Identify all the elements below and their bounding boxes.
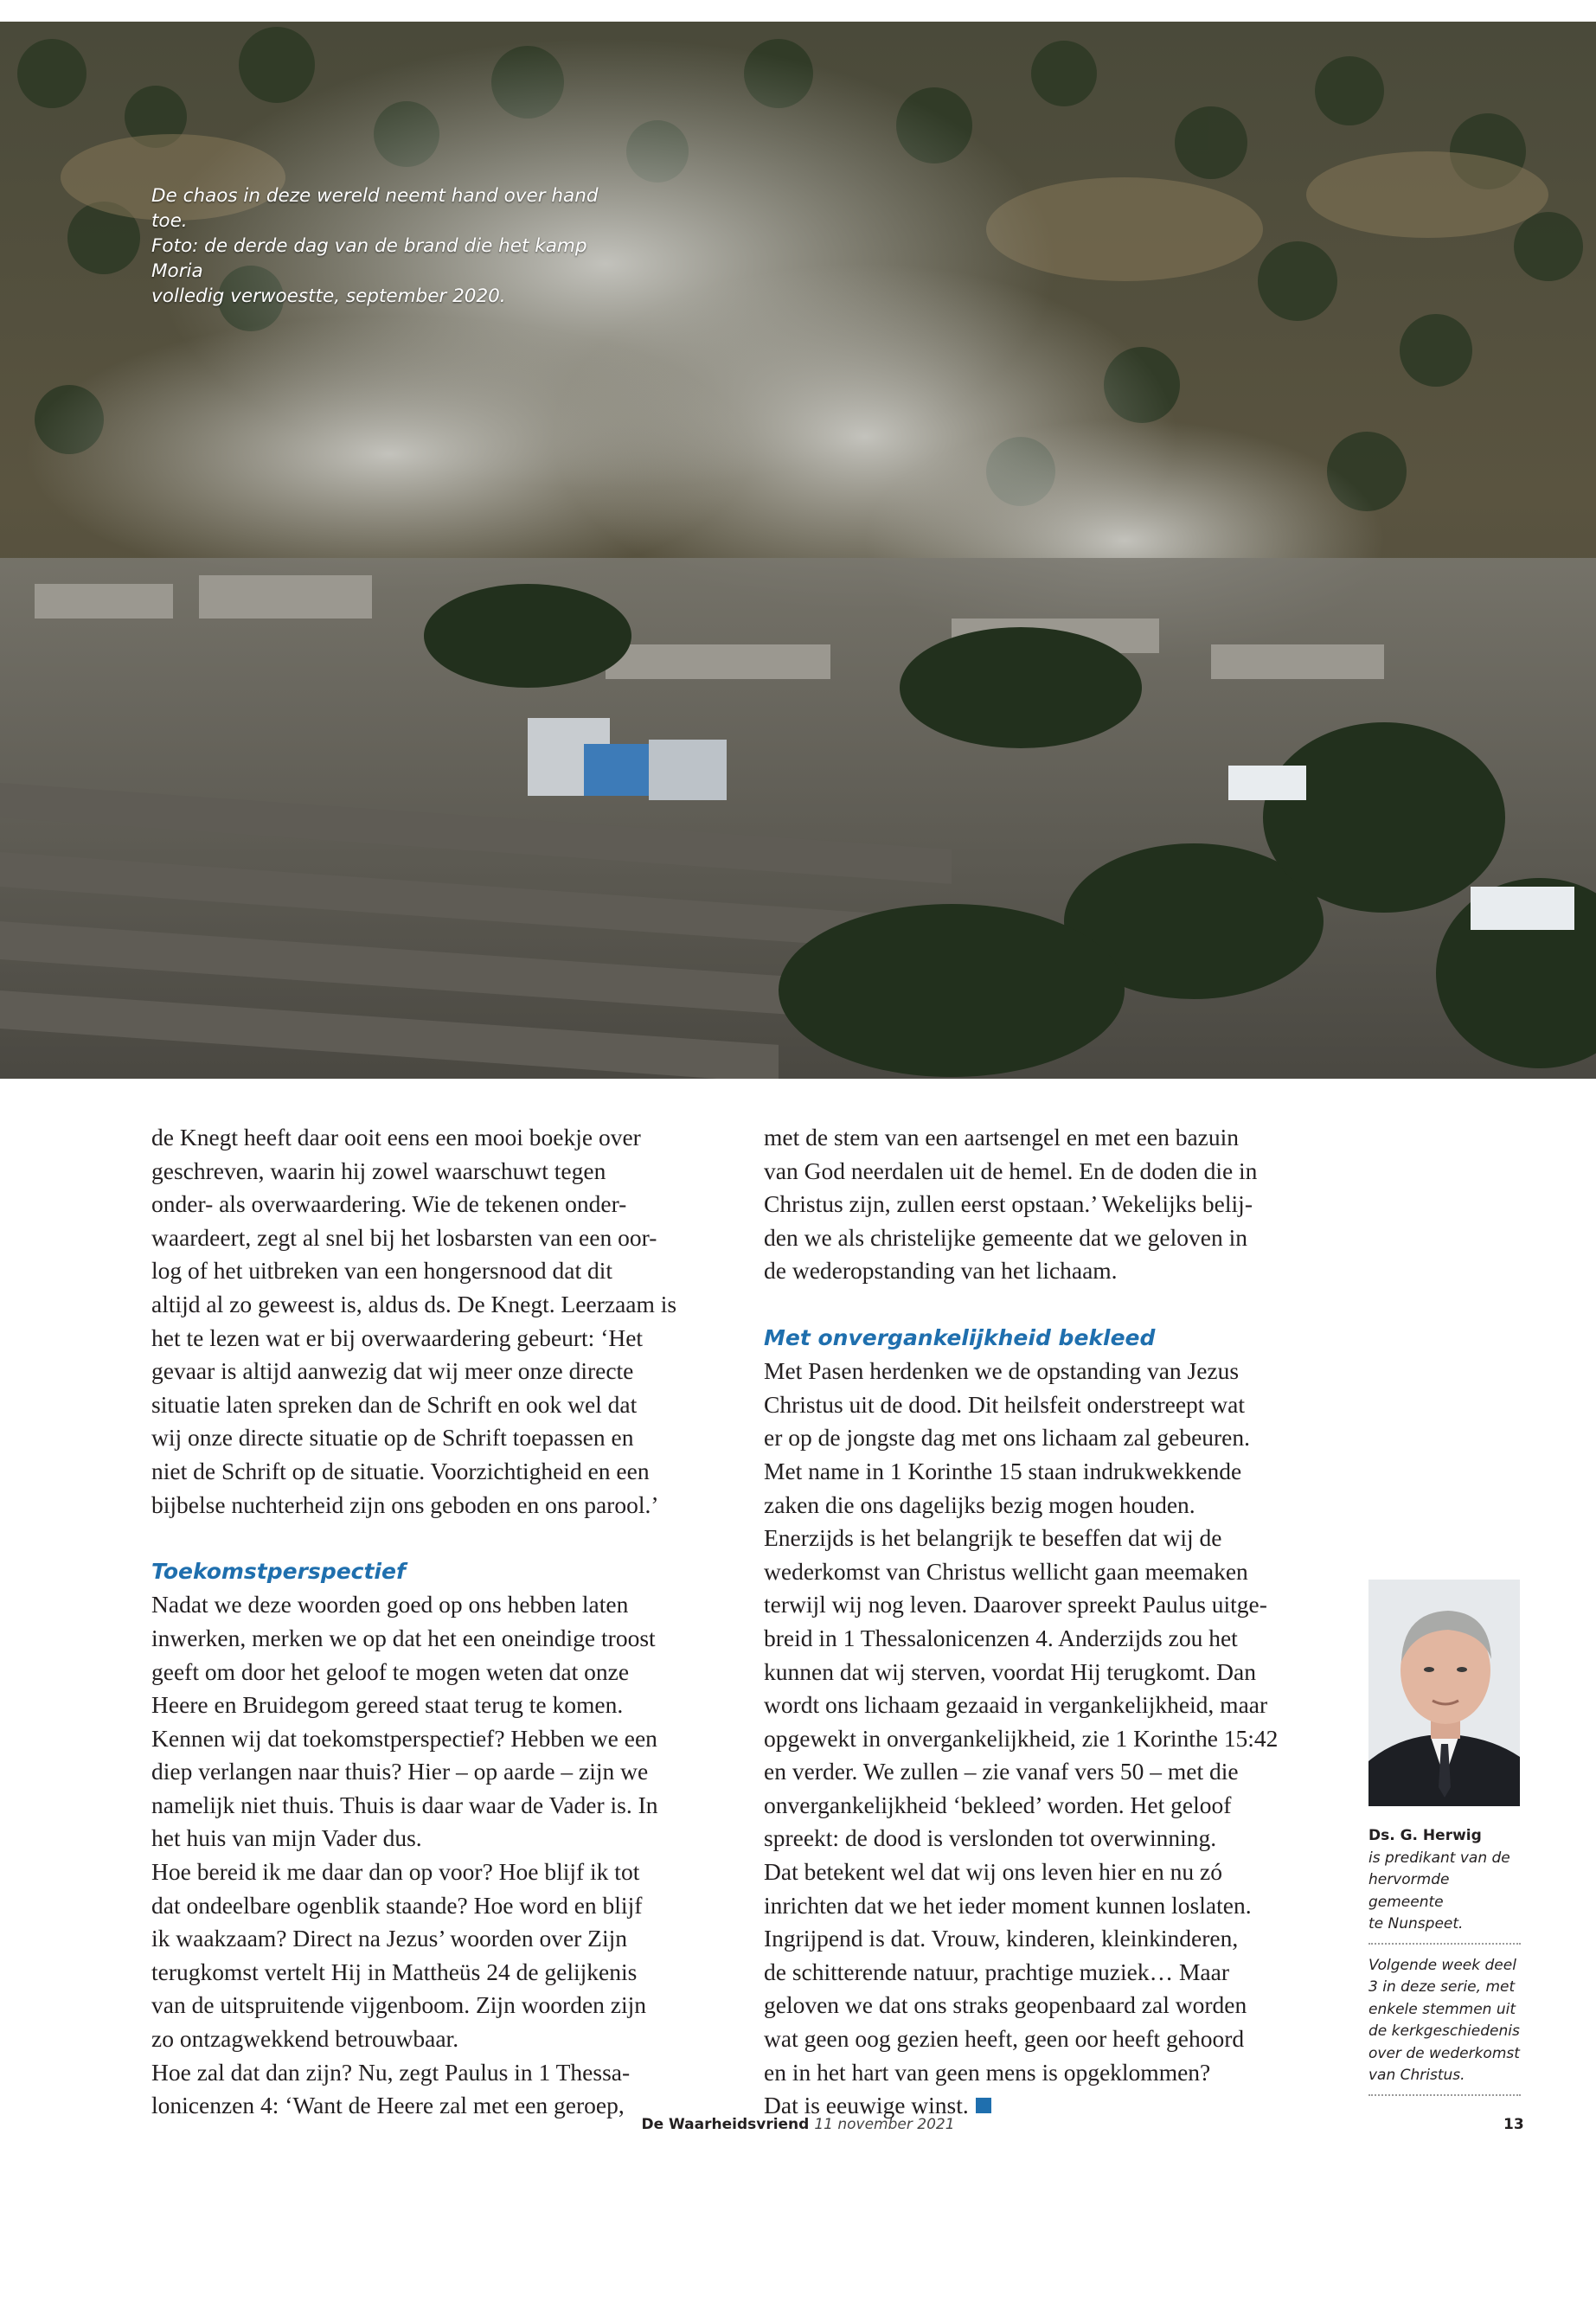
- caption-line: Foto: de derde dag van de brand die het kamp Moria: [151, 235, 587, 282]
- text-line: inwerken, merken we op dat het een oneindige troost: [151, 1624, 656, 1651]
- series-note-line: 3 in deze serie, met: [1368, 1978, 1516, 1996]
- text-line: Ingrijpend is dat. Vrouw, kinderen, kleinkinderen,: [764, 1925, 1239, 1952]
- series-note-line: Volgende week deel: [1368, 1956, 1516, 1974]
- text-line: de schitterende natuur, prachtige muziek… Maar: [764, 1958, 1229, 1985]
- paragraph-body-right: [764, 1355, 1342, 2123]
- footer-masthead: [0, 2116, 1596, 2133]
- text-line: Christus uit de dood. Dit heilsfeit onderstreept wat: [764, 1390, 1246, 1418]
- page-footer: [0, 2116, 1596, 2142]
- article-column-right: [764, 1121, 1342, 2123]
- end-of-article-square-icon: [976, 2098, 991, 2113]
- text-line: gevaar is altijd aanwezig dat wij meer onze directe: [151, 1357, 634, 1385]
- text-line: Met Pasen herdenken we de opstanding van Jezus: [764, 1357, 1240, 1385]
- text-line: wordt ons lichaam gezaaid in vergankelijkheid, maar: [764, 1691, 1268, 1719]
- text-line: situatie laten spreken dan de Schrift en ook wel dat: [151, 1390, 638, 1418]
- text-line: wij onze directe situatie op de Schrift toepassen en: [151, 1424, 634, 1452]
- series-note-line: over de wederkomst: [1368, 2044, 1520, 2062]
- paragraph-intro-right: [764, 1121, 1342, 1288]
- author-portrait-image: [1368, 1580, 1520, 1806]
- hero-photo: [0, 22, 1596, 1079]
- text-line: Met name in 1 Korinthe 15 staan indrukwekkende: [764, 1457, 1242, 1484]
- text-line: van God neerdalen uit de hemel. En de doden die in: [764, 1157, 1258, 1184]
- text-line: en verder. We zullen – zie vanaf vers 50 – met die: [764, 1758, 1239, 1785]
- text-line: terugkomst vertelt Hij in Mattheüs 24 de gelijkenis: [151, 1958, 638, 1985]
- author-role: [1368, 1848, 1521, 1936]
- text-line: dat ondeelbare ogenblik staande? Hoe word en blijf: [151, 1891, 643, 1919]
- caption-line: De chaos in deze wereld neemt hand over hand toe.: [151, 185, 599, 232]
- text-line: den we als christelijke gemeente dat we geloven in: [764, 1223, 1247, 1251]
- text-line: spreekt: de dood is verslonden tot overwinning.: [764, 1824, 1217, 1852]
- photo-caption: [151, 183, 636, 309]
- text-line: met de stem van een aartsengel en met een bazuin: [764, 1124, 1239, 1150]
- text-line: wat geen oog gezien heeft, geen oor heeft gehoord: [764, 2025, 1245, 2053]
- paragraph-gap: [764, 1288, 1342, 1322]
- text-line: inrichten dat we het ieder moment kunnen loslaten.: [764, 1891, 1252, 1919]
- text-line: er op de jongste dag met ons lichaam zal gebeuren.: [764, 1424, 1251, 1452]
- paragraph-gap: [151, 1522, 729, 1555]
- text-line: het te lezen wat er bij overwaardering gebeurt: ‘Het: [151, 1324, 644, 1351]
- text-line: Kennen wij dat toekomstperspectief? Hebben we een: [151, 1724, 657, 1752]
- dotted-divider: [1368, 1943, 1521, 1945]
- series-note-line: de kerkgeschiedenis: [1368, 2022, 1520, 2040]
- text-line: Christus zijn, zullen eerst opstaan.’ Wekelijks belij-: [764, 1190, 1253, 1218]
- text-line: Heere en Bruidegom gereed staat terug te komen.: [151, 1691, 624, 1719]
- text-line: lonicenzen 4: ‘Want de Heere zal met een geroep,: [151, 2092, 625, 2119]
- text-line: bijbelse nuchterheid zijn ons geboden en ons parool.’: [151, 1490, 659, 1518]
- text-line: geeft om door het geloof te mogen weten dat onze: [151, 1657, 630, 1685]
- text-line: de Knegt heeft daar ooit eens een mooi boekje over: [151, 1124, 641, 1150]
- issue-date: 11 november 2021: [814, 2116, 955, 2133]
- text-line: zaken die ons dagelijks bezig mogen houden.: [764, 1490, 1195, 1518]
- text-line: het huis van mijn Vader dus.: [151, 1824, 422, 1852]
- text-line: zo ontzagwekkend betrouwbaar.: [151, 2025, 459, 2053]
- text-line: Hoe zal dat dan zijn? Nu, zegt Paulus in 1 Thessa-: [151, 2058, 631, 2086]
- text-line: waardeert, zegt al snel bij het losbarsten van een oor-: [151, 1223, 657, 1251]
- article-column-left: [151, 1121, 729, 2123]
- text-line: van de uitspruitende vijgenboom. Zijn woorden zijn: [151, 1991, 647, 2019]
- text-line: altijd al zo geweest is, aldus ds. De Knegt. Leerzaam is: [151, 1290, 677, 1317]
- author-name: Ds. G. Herwig: [1368, 1827, 1482, 1844]
- caption-line: volledig verwoestte, september 2020.: [151, 285, 506, 307]
- paragraph-intro-left: [151, 1121, 729, 1522]
- text-line: breid in 1 Thessalonicenzen 4. Anderzijds zou het: [764, 1624, 1238, 1651]
- moria-fire-photo: [0, 22, 1596, 1079]
- text-line: Nadat we deze woorden goed op ons hebben laten: [151, 1591, 629, 1618]
- text-line: onder- als overwaardering. Wie de tekenen onder-: [151, 1190, 627, 1218]
- author-sidebar: [1368, 1825, 1521, 2106]
- text-line: en in het hart van geen mens is opgeklommen?: [764, 2058, 1211, 2086]
- text-line: terwijl wij nog leven. Daarover spreekt Paulus uitge-: [764, 1591, 1267, 1618]
- publication-name: De Waarheidsvriend: [641, 2116, 810, 2133]
- text-line: Hoe bereid ik me daar dan op voor? Hoe blijf ik tot: [151, 1858, 640, 1886]
- author-role-line: is predikant van de: [1368, 1849, 1510, 1867]
- series-note-line: van Christus.: [1368, 2067, 1465, 2084]
- paragraph-body-left: [151, 1588, 729, 2123]
- author-role-line: hervormde gemeente: [1368, 1871, 1450, 1911]
- section-heading-toekomstperspectief: Toekomstperspectief: [151, 1558, 406, 1584]
- page-number: 13: [1503, 2116, 1524, 2133]
- text-line: diep verlangen naar thuis? Hier – op aarde – zijn we: [151, 1758, 649, 1785]
- section-heading-onvergankelijkheid: Met onvergankelijkheid bekleed: [764, 1324, 1156, 1350]
- text-line: kunnen dat wij sterven, voordat Hij terugkomt. Dan: [764, 1657, 1256, 1685]
- text-line: geloven we dat ons straks geopenbaard zal worden: [764, 1991, 1247, 2019]
- text-line: wederkomst van Christus wellicht gaan meemaken: [764, 1557, 1248, 1585]
- text-line: Dat betekent wel dat wij ons leven hier en nu zó: [764, 1858, 1222, 1886]
- text-line: Dat is eeuwige winst.: [764, 2092, 969, 2119]
- author-role-line: te Nunspeet.: [1368, 1915, 1464, 1932]
- text-line: de wederopstanding van het lichaam.: [764, 1257, 1118, 1285]
- dotted-divider: [1368, 2094, 1521, 2096]
- series-note-line: enkele stemmen uit: [1368, 2000, 1516, 2018]
- author-portrait: [1368, 1580, 1520, 1806]
- text-line: geschreven, waarin hij zowel waarschuwt tegen: [151, 1157, 606, 1184]
- text-line: onvergankelijkheid ‘bekleed’ worden. Het geloof: [764, 1791, 1232, 1818]
- text-line: namelijk niet thuis. Thuis is daar waar de Vader is. In: [151, 1791, 658, 1818]
- text-line: niet de Schrift op de situatie. Voorzichtigheid en een: [151, 1457, 650, 1484]
- text-line: ik waakzaam? Direct na Jezus’ woorden over Zijn: [151, 1925, 628, 1952]
- series-note: [1368, 1955, 1521, 2087]
- text-line: opgewekt in onvergankelijkheid, zie 1 Korinthe 15:42: [764, 1724, 1279, 1752]
- text-line: Enerzijds is het belangrijk te beseffen dat wij de: [764, 1524, 1222, 1552]
- text-line: log of het uitbreken van een hongersnood dat dit: [151, 1257, 613, 1285]
